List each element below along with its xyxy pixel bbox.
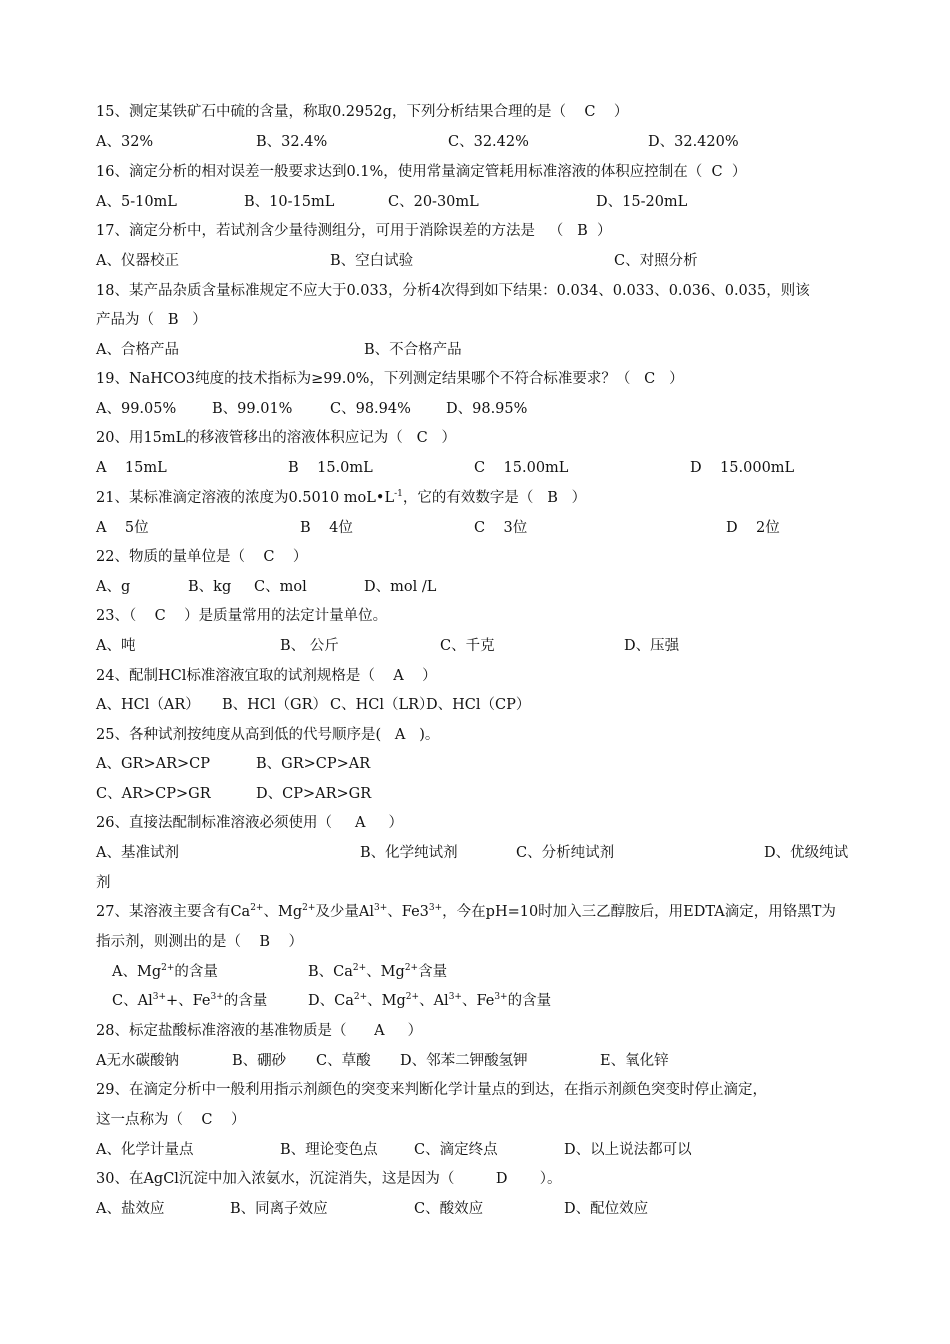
question-25-stem: 25、各种试剂按纯度从高到低的代号顺序是( A )。 [96, 727, 440, 743]
option-text: C、Al [112, 993, 153, 1009]
question-17-stem: 17、滴定分析中，若试剂含少量待测组分，可用于消除误差的方法是 （ B ） [96, 223, 612, 239]
question-30-stem: 30、在AgCl沉淀中加入浓氨水，沉淀消失，这是因为（ D ）。 [96, 1171, 562, 1187]
option-d [308, 991, 551, 1011]
option-b: B、同离子效应 [230, 1201, 328, 1217]
option-b: B、不合格产品 [364, 342, 462, 358]
superscript: 3+ [494, 992, 508, 1002]
option-c: C 15.00mL [474, 460, 569, 476]
stem-text: 、Mg [263, 904, 303, 920]
question-29-stem-line1: 29、在滴定分析中一般利用指示剂颜色的突变来判断化学计量点的到达，在指示剂颜色突变时停止滴定， [96, 1082, 767, 1098]
superscript: 2+ [161, 963, 175, 973]
option-text: 、Mg [366, 964, 405, 980]
question-19-options [96, 399, 528, 419]
option-a: A、合格产品 [96, 342, 179, 358]
option-text: 、Al [419, 993, 449, 1009]
question-21-stem [96, 488, 586, 508]
question-24-options [96, 695, 531, 715]
question-22-options [96, 577, 437, 597]
question-20-options [96, 458, 795, 478]
option-a: A无水碳酸钠 [96, 1053, 179, 1069]
question-29-stem-line2: 这一点称为（ C ） [96, 1112, 246, 1128]
question-18-options [96, 340, 462, 360]
question-28-stem: 28、标定盐酸标准溶液的基准物质是（ A ） [96, 1023, 423, 1039]
option-a: A、吨 [96, 638, 136, 654]
superscript: 3+ [448, 992, 462, 1002]
option-d: D、98.95% [446, 401, 528, 417]
option-d: D、32.420% [648, 134, 739, 150]
question-30-options [96, 1199, 649, 1219]
option-text: +、Fe [166, 993, 211, 1009]
option-c: C、千克 [440, 638, 495, 654]
option-c [112, 991, 267, 1011]
superscript: 2+ [404, 963, 419, 973]
stem-text: 21、某标准滴定溶液的浓度为0.5010 moL•L [96, 490, 395, 506]
stem-text: ，今在pH=10时加入三乙醇胺后，用EDTA滴定，用铬黑T为 [442, 904, 836, 920]
option-b: B、空白试验 [330, 253, 414, 269]
question-23-stem: 23、（ C ）是质量常用的法定计量单位。 [96, 608, 388, 624]
option-c: C、分析纯试剂 [516, 845, 615, 861]
option-b: B、kg [188, 579, 232, 595]
option-d: D、配位效应 [564, 1201, 649, 1217]
question-27-stem-line1 [96, 902, 836, 922]
question-26-wrap: 剂 [96, 875, 111, 891]
superscript: -1 [394, 489, 403, 499]
superscript: 2+ [353, 992, 368, 1002]
option-d: D、CP>AR>GR [256, 786, 372, 802]
question-22-stem: 22、物质的量单位是（ C ） [96, 549, 308, 565]
stem-text: 及少量Al [315, 904, 375, 920]
option-d: D、邻苯二钾酸氢钾 [400, 1053, 528, 1069]
option-c: C、草酸 [316, 1053, 371, 1069]
superscript: 2+ [352, 963, 367, 973]
question-29-options [96, 1140, 692, 1160]
option-b [308, 962, 447, 982]
option-a: A、99.05% [96, 401, 177, 417]
question-15-options [96, 132, 739, 152]
option-d: D 2位 [726, 520, 780, 536]
option-a: A、仪器校正 [96, 253, 179, 269]
option-c: C 3位 [474, 520, 528, 536]
question-16-stem: 16、滴定分析的相对误差一般要求达到0.1%，使用常量滴定管耗用标准溶液的体积应控制在（ C ） [96, 164, 747, 180]
option-a: A、HCl（AR） [96, 697, 200, 713]
option-a: A、盐效应 [96, 1201, 165, 1217]
option-a: A、基准试剂 [96, 845, 179, 861]
option-a: A 5位 [96, 520, 149, 536]
option-a: A、GR>AR>CP [96, 756, 211, 772]
option-b: B、99.01% [212, 401, 293, 417]
question-20-stem: 20、用15mL的移液管移出的溶液体积应记为（ C ） [96, 430, 457, 446]
question-25-options-row2 [96, 784, 372, 804]
option-b: B、化学纯试剂 [360, 845, 458, 861]
option-d: D、以上说法都可以 [564, 1142, 692, 1158]
question-15-stem: 15、测定某铁矿石中硫的含量，称取0.2952g，下列分析结果合理的是（ C ） [96, 104, 629, 120]
option-a: A、化学计量点 [96, 1142, 194, 1158]
option-a [112, 962, 218, 982]
question-27-options-row2 [96, 991, 552, 1011]
option-c: C、对照分析 [614, 253, 698, 269]
option-b: B、硼砂 [232, 1053, 287, 1069]
question-18-stem-line2: 产品为（ B ） [96, 312, 207, 328]
option-a: A、32% [96, 134, 154, 150]
option-b: B、10-15mL [244, 194, 335, 210]
question-19-stem: 19、NaHCO3纯度的技术指标为≥99.0%，下列测定结果哪个不符合标准要求？（ C ） [96, 371, 684, 387]
stem-text: ，它的有效数字是（ B ） [402, 490, 587, 506]
question-16-options [96, 192, 688, 212]
question-28-options [96, 1051, 669, 1071]
option-text: 、Fe [461, 993, 495, 1009]
option-text: D、Ca [308, 993, 354, 1009]
superscript: 3+ [210, 992, 224, 1002]
option-d: D 15.000mL [690, 460, 795, 476]
option-c: C、AR>CP>GR [96, 786, 211, 802]
option-text: A、Mg [112, 964, 162, 980]
option-d: D、15-20mL [596, 194, 688, 210]
question-23-options [96, 636, 680, 656]
question-24-stem: 24、配制HCl标准溶液宜取的试剂规格是（ A ） [96, 668, 437, 684]
question-25-options-row1 [96, 754, 371, 774]
option-d: D、压强 [624, 638, 680, 654]
superscript: 2+ [302, 903, 316, 913]
question-27-stem-line2: 指示剂，则测出的是（ B ） [96, 934, 304, 950]
option-text: B、Ca [308, 964, 353, 980]
superscript: 3+ [428, 903, 443, 913]
option-text: 的含量 [223, 993, 268, 1009]
question-26-options [96, 843, 849, 863]
question-18-stem-line1: 18、某产品杂质含量标准规定不应大于0.033，分析4次得到如下结果：0.034、0.033、0.036、0.035，则该 [96, 283, 810, 299]
option-d: D、mol /L [364, 579, 437, 595]
option-text: 含量 [418, 964, 448, 980]
option-b: B、GR>CP>AR [256, 756, 371, 772]
option-b: B、 公斤 [280, 638, 339, 654]
option-c: C、20-30mL [388, 194, 479, 210]
superscript: 2+ [250, 903, 264, 913]
option-text: 、Mg [367, 993, 406, 1009]
option-d: D、HCl（CP） [426, 697, 531, 713]
option-c: C、HCl（LR） [330, 697, 434, 713]
option-c: C、32.42% [448, 134, 529, 150]
superscript: 3+ [374, 903, 388, 913]
option-b: B、32.4% [256, 134, 328, 150]
question-21-options [96, 518, 780, 538]
question-27-options-row1 [96, 962, 448, 982]
stem-text: 27、某溶液主要含有Ca [96, 904, 251, 920]
question-17-options [96, 251, 698, 271]
option-c: C、滴定终点 [414, 1142, 498, 1158]
option-b: B、理论变色点 [280, 1142, 378, 1158]
option-text: 的含量 [507, 993, 552, 1009]
option-b: B、HCl（GR） [222, 697, 328, 713]
question-26-stem: 26、直接法配制标准溶液必须使用（ A ） [96, 815, 404, 831]
option-a: A、g [96, 579, 131, 595]
option-c: C、酸效应 [414, 1201, 484, 1217]
option-e: E、氧化锌 [600, 1053, 669, 1069]
stem-text: 、Fe3 [387, 904, 429, 920]
option-text: 的含量 [174, 964, 218, 980]
superscript: 2+ [405, 992, 420, 1002]
option-c: C、98.94% [330, 401, 411, 417]
option-a: A 15mL [96, 460, 167, 476]
option-b: B 4位 [300, 520, 353, 536]
option-d: D、优级纯试 [764, 845, 849, 861]
option-c: C、mol [254, 579, 307, 595]
option-a: A、5-10mL [96, 194, 177, 210]
option-b: B 15.0mL [288, 460, 373, 476]
superscript: 3+ [152, 992, 166, 1002]
